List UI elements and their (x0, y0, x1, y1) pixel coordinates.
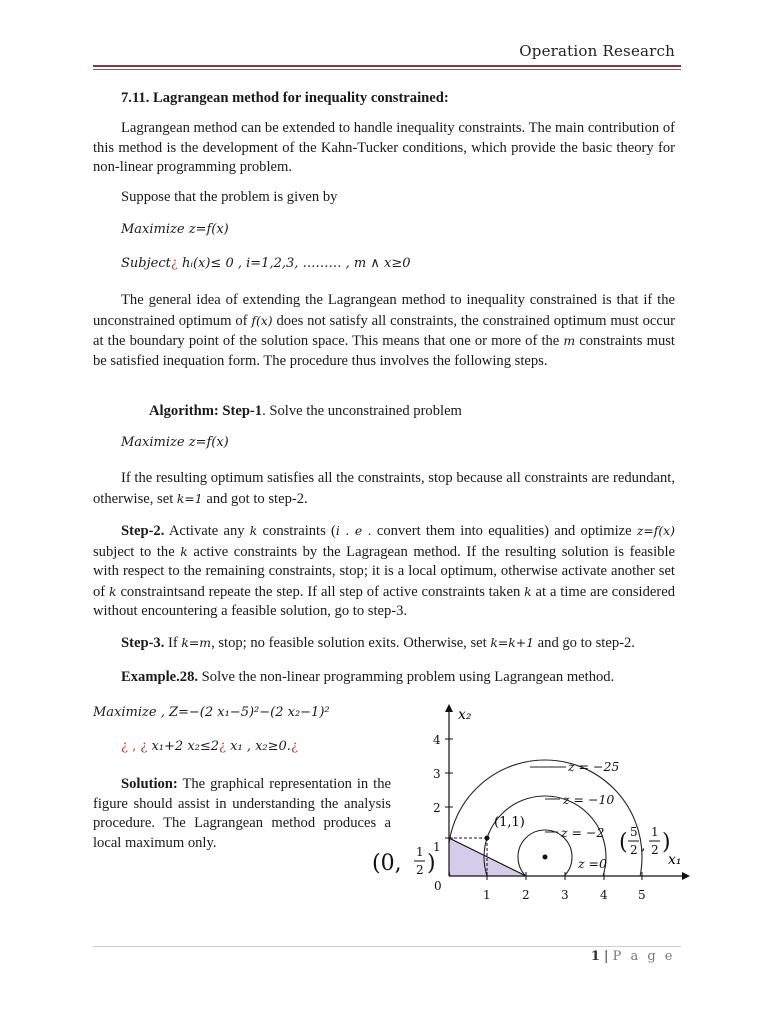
point-label-11: (1,1) (494, 815, 525, 830)
example-label: Example.28. (121, 669, 199, 685)
contour-label: z = −10 (563, 792, 615, 807)
point-label-0-half (372, 845, 436, 877)
paragraph-if-result (93, 469, 675, 509)
math-zf: z=f(x) (636, 523, 675, 538)
x-tick-label: 5 (638, 888, 646, 902)
equation-maximize-2 (121, 435, 229, 450)
text-run: Solve the non-linear programming problem using Lagrangean method. (198, 669, 615, 685)
step2-label: Step-2. (121, 523, 165, 539)
math-m: m (563, 333, 576, 349)
contour-z-minus-25 (448, 760, 642, 910)
eq-label: Maximize z (121, 222, 196, 237)
paren-open: ( (619, 830, 628, 855)
frac-num: 5 (630, 825, 638, 839)
eq-rhs: =f(x) (195, 222, 229, 237)
paragraph-suppose: Suppose that the problem is given by (121, 189, 338, 205)
point-label-5half-half (619, 825, 671, 857)
footer-sep: | (599, 949, 613, 964)
math-k: k (249, 523, 258, 538)
text-run: , stop; no feasible solution exits. Otherwise, set (211, 635, 491, 651)
math-k: k (180, 543, 188, 559)
x-tick-label: 4 (600, 888, 608, 902)
algorithm-label: Algorithm: Step-1 (149, 403, 263, 419)
paragraph-step3 (93, 633, 675, 654)
equation-maximize (121, 222, 229, 237)
paragraph-step2 (93, 521, 675, 622)
x-tick-label: 3 (561, 888, 569, 902)
paragraph-solution (93, 775, 391, 853)
frac-num: 1 (651, 825, 659, 839)
x-tick-label: 1 (483, 888, 491, 902)
text-run: constraints ( (257, 523, 336, 539)
y-tick-label: 1 (433, 840, 441, 854)
point-marker (485, 836, 490, 841)
equation-constraints (121, 739, 298, 754)
sep: , (641, 838, 646, 854)
text-run: The graphical representation in the figure should assist in understanding the analysis procedure. The Lagrangean method produces a local maximum only. (93, 776, 391, 851)
y-axis-label: x₂ (458, 707, 472, 723)
point-marker (543, 855, 548, 860)
text-run: convert them into equalities) and optimize (371, 523, 637, 539)
y-axis-arrow (445, 704, 453, 712)
x-tick-label: 0 (434, 879, 442, 893)
paragraph-general-idea (93, 291, 675, 371)
text-run: constraintsand repeate the step. If all step of active constraints taken (116, 583, 525, 600)
frac-den: 2 (416, 863, 424, 877)
paren-close: ) (662, 830, 671, 855)
eq-rhs: =f(x) (195, 435, 229, 450)
step3-label: Step-3. (121, 635, 165, 651)
broken-symbol: ¿ (219, 739, 227, 754)
text-run: does not satisfy all constraints, the constrained optimum must occur at the boundary point of the solution space. This means that one or more of the (93, 312, 675, 350)
text-run: If (164, 635, 182, 651)
eq-end: x₁ , x₂≥0. (226, 739, 291, 754)
contour-z-minus-10 (484, 796, 606, 910)
broken-symbol: ¿ (170, 256, 178, 271)
equation-objective: Maximize , Z=−(2 x₁−5)²−(2 x₂−1)² (93, 705, 330, 720)
math-k: k (524, 583, 532, 599)
contour-figure (370, 700, 690, 910)
paren-close: ) (427, 851, 436, 876)
eq-label: Subject (121, 256, 171, 271)
page-number: 1 (590, 949, 600, 964)
page-label: P a g e (612, 949, 675, 964)
math-k: k (109, 583, 117, 599)
text-run: . Solve the unconstrained problem (262, 403, 462, 419)
text-run: at a time are considered without encountering a feasible solution, go to step-3. (93, 583, 676, 620)
x-tick-label: 2 (522, 888, 530, 902)
text-run: and go to step-2. (534, 635, 635, 651)
text-run: active constraints by the Lagragean method. If the resulting solution is feasible with respect to the remaining constraints, stop; it is a local optimum, otherwise activate another set of (93, 543, 675, 600)
text-run: and got to step-2. (202, 490, 308, 507)
frac-den: 2 (630, 843, 638, 857)
paren-open: (0, (372, 851, 402, 876)
paragraph-intro: Lagrangean method can be extended to handle inequality constraints. The main contribution of this method is the development of the Kahn-Tucker conditions, which provide the basic theory for non-linear programming problem. (93, 120, 675, 176)
math-ie: i . e . (335, 523, 372, 538)
section-heading: 7.11. Lagrangean method for inequality constrained: (121, 90, 449, 106)
contour-label: z = −2 (561, 825, 605, 840)
text-run: subject to the (93, 543, 181, 560)
text-run: Activate any (164, 523, 250, 539)
frac-num: 1 (416, 845, 424, 859)
text-run: constraints must be satisfied inequation form. The procedure thus involves the following steps. (93, 333, 675, 369)
math-kk: k=k+1 (490, 635, 535, 650)
eq-mid: x₁+2 x₂≤2 (147, 739, 220, 754)
header-rule (93, 65, 681, 67)
broken-symbol: ¿ (290, 739, 298, 754)
paragraph-example (93, 668, 675, 688)
y-tick-label: 2 (433, 801, 441, 815)
contour-label: z = −25 (568, 759, 620, 774)
equation-subject (121, 256, 411, 271)
x-axis-label: x₁ (668, 852, 682, 868)
y-tick-label: 4 (433, 733, 441, 747)
x-axis-arrow (682, 872, 690, 880)
math-k: k=1 (176, 490, 203, 506)
algorithm-step1 (149, 402, 689, 422)
text-run: If the resulting optimum satisfies all the constraints, stop because all constraints are redundant, otherwise, set (93, 470, 675, 507)
y-tick-label: 3 (433, 767, 441, 781)
eq-rest: hᵢ(x)≤ 0 , i=1,2,3, ……… , m ∧ x≥0 (181, 256, 411, 271)
frac-den: 2 (651, 843, 659, 857)
solution-label: Solution: (121, 776, 178, 792)
header-title: Operation Research (519, 42, 675, 60)
contour-label: z =0 (578, 856, 607, 871)
broken-symbol: ¿ , ¿ (121, 739, 148, 754)
math-fx: f(x) (251, 312, 273, 328)
math-km: k=m (181, 635, 212, 650)
eq-label: Maximize z (121, 435, 196, 450)
footer-rule (93, 946, 681, 947)
text-run: The general idea of extending the Lagrangean method to inequality constrained is that if the unconstrained optimum of (93, 292, 675, 329)
header-rule-thin (93, 69, 681, 70)
page-footer (591, 949, 675, 964)
